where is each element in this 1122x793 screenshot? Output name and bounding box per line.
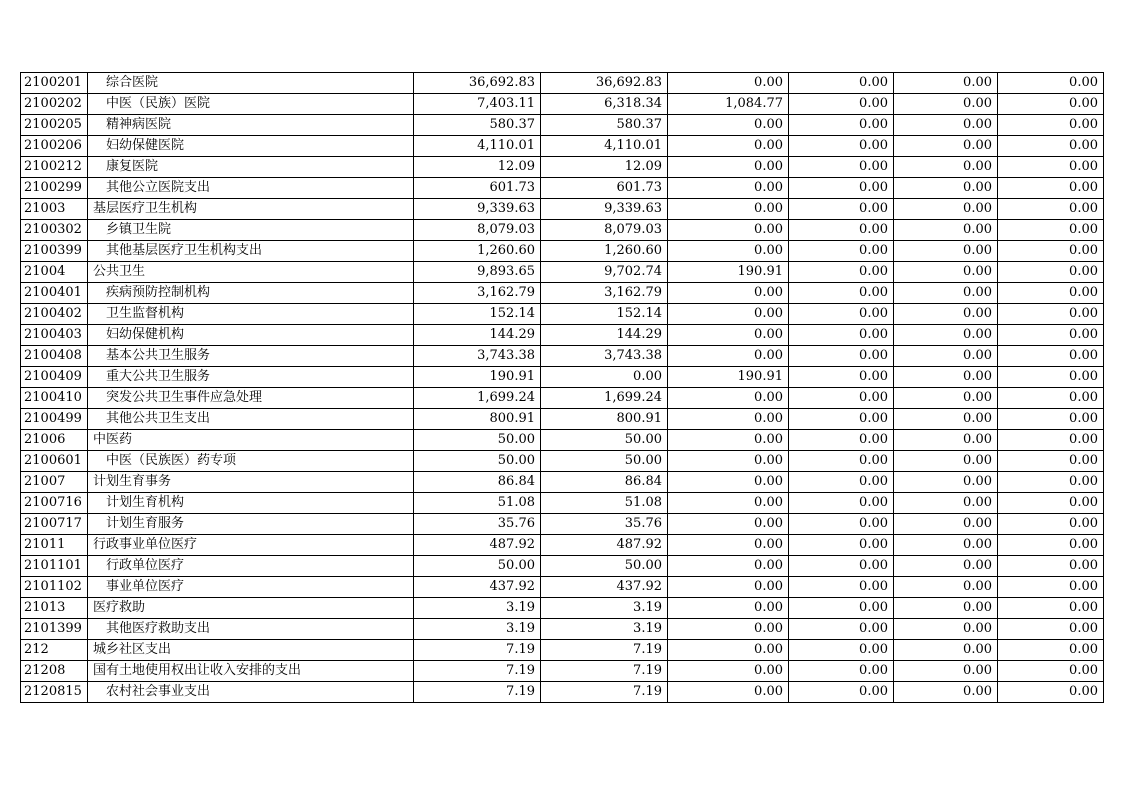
amount-cell: 0.00 (894, 94, 998, 115)
amount-cell: 0.00 (998, 514, 1104, 535)
amount-cell: 0.00 (894, 430, 998, 451)
amount-cell: 0.00 (789, 283, 894, 304)
amount-cell: 0.00 (998, 430, 1104, 451)
table-row (21, 367, 1104, 388)
amount-cell: 0.00 (789, 157, 894, 178)
amount-cell: 0.00 (894, 661, 998, 682)
amount-cell: 0.00 (789, 262, 894, 283)
amount-cell: 0.00 (668, 115, 789, 136)
amount-cell: 0.00 (789, 451, 894, 472)
amount-cell: 0.00 (789, 556, 894, 577)
amount-cell: 0.00 (668, 430, 789, 451)
amount-cell: 0.00 (668, 577, 789, 598)
subject-code-cell: 21007 (21, 472, 88, 493)
subject-code-cell: 2100409 (21, 367, 88, 388)
amount-cell: 0.00 (998, 682, 1104, 703)
subject-name-cell: 计划生育事务 (88, 472, 414, 493)
amount-cell: 86.84 (414, 472, 541, 493)
amount-cell: 0.00 (998, 220, 1104, 241)
amount-cell: 9,339.63 (541, 199, 668, 220)
table-row (21, 388, 1104, 409)
subject-name-cell: 基层医疗卫生机构 (88, 199, 414, 220)
amount-cell: 0.00 (998, 241, 1104, 262)
table-row (21, 409, 1104, 430)
table-row (21, 115, 1104, 136)
amount-cell: 0.00 (789, 682, 894, 703)
amount-cell: 0.00 (789, 619, 894, 640)
amount-cell: 1,260.60 (541, 241, 668, 262)
amount-cell: 0.00 (998, 598, 1104, 619)
amount-cell: 0.00 (668, 619, 789, 640)
subject-name-cell: 计划生育机构 (88, 493, 414, 514)
amount-cell: 0.00 (789, 535, 894, 556)
amount-cell: 35.76 (541, 514, 668, 535)
table-row (21, 640, 1104, 661)
subject-code-cell: 2101102 (21, 577, 88, 598)
amount-cell: 6,318.34 (541, 94, 668, 115)
amount-cell: 0.00 (894, 367, 998, 388)
amount-cell: 8,079.03 (541, 220, 668, 241)
amount-cell: 0.00 (998, 325, 1104, 346)
amount-cell: 0.00 (668, 220, 789, 241)
amount-cell: 50.00 (414, 451, 541, 472)
amount-cell: 0.00 (789, 178, 894, 199)
subject-name-cell: 突发公共卫生事件应急处理 (88, 388, 414, 409)
amount-cell: 487.92 (414, 535, 541, 556)
amount-cell: 7.19 (414, 661, 541, 682)
subject-code-cell: 2100299 (21, 178, 88, 199)
subject-code-cell: 2100205 (21, 115, 88, 136)
subject-code-cell: 21208 (21, 661, 88, 682)
amount-cell: 0.00 (894, 493, 998, 514)
amount-cell: 0.00 (894, 325, 998, 346)
amount-cell: 437.92 (414, 577, 541, 598)
amount-cell: 152.14 (414, 304, 541, 325)
amount-cell: 0.00 (668, 409, 789, 430)
subject-code-cell: 2101399 (21, 619, 88, 640)
amount-cell: 0.00 (998, 577, 1104, 598)
subject-name-cell: 其他公立医院支出 (88, 178, 414, 199)
subject-name-cell: 其他医疗救助支出 (88, 619, 414, 640)
amount-cell: 0.00 (894, 157, 998, 178)
amount-cell: 800.91 (541, 409, 668, 430)
amount-cell: 50.00 (541, 556, 668, 577)
subject-code-cell: 2100402 (21, 304, 88, 325)
subject-code-cell: 2101101 (21, 556, 88, 577)
amount-cell: 0.00 (894, 346, 998, 367)
amount-cell: 0.00 (668, 556, 789, 577)
subject-code-cell: 2100716 (21, 493, 88, 514)
amount-cell: 4,110.01 (414, 136, 541, 157)
amount-cell: 0.00 (894, 682, 998, 703)
amount-cell: 3.19 (414, 619, 541, 640)
amount-cell: 0.00 (789, 346, 894, 367)
amount-cell: 0.00 (894, 304, 998, 325)
amount-cell: 0.00 (789, 304, 894, 325)
subject-name-cell: 综合医院 (88, 73, 414, 94)
amount-cell: 0.00 (668, 73, 789, 94)
amount-cell: 0.00 (789, 640, 894, 661)
subject-code-cell: 2100403 (21, 325, 88, 346)
amount-cell: 0.00 (789, 115, 894, 136)
amount-cell: 0.00 (668, 346, 789, 367)
table-row (21, 493, 1104, 514)
amount-cell: 0.00 (998, 157, 1104, 178)
amount-cell: 144.29 (541, 325, 668, 346)
amount-cell: 3,743.38 (414, 346, 541, 367)
subject-name-cell: 疾病预防控制机构 (88, 283, 414, 304)
table-row (21, 682, 1104, 703)
amount-cell: 0.00 (998, 619, 1104, 640)
subject-name-cell: 卫生监督机构 (88, 304, 414, 325)
subject-name-cell: 中医（民族医）药专项 (88, 451, 414, 472)
amount-cell: 0.00 (998, 472, 1104, 493)
amount-cell: 50.00 (541, 430, 668, 451)
subject-name-cell: 医疗救助 (88, 598, 414, 619)
amount-cell: 0.00 (789, 409, 894, 430)
amount-cell: 0.00 (789, 598, 894, 619)
subject-code-cell: 2100212 (21, 157, 88, 178)
amount-cell: 9,339.63 (414, 199, 541, 220)
amount-cell: 51.08 (541, 493, 668, 514)
amount-cell: 1,084.77 (668, 94, 789, 115)
amount-cell: 0.00 (894, 136, 998, 157)
amount-cell: 0.00 (894, 178, 998, 199)
subject-code-cell: 2100601 (21, 451, 88, 472)
amount-cell: 0.00 (668, 451, 789, 472)
table-row (21, 262, 1104, 283)
amount-cell: 0.00 (789, 73, 894, 94)
amount-cell: 0.00 (998, 73, 1104, 94)
subject-code-cell: 21006 (21, 430, 88, 451)
table-row (21, 94, 1104, 115)
subject-name-cell: 国有土地使用权出让收入安排的支出 (88, 661, 414, 682)
amount-cell: 0.00 (998, 535, 1104, 556)
amount-cell: 0.00 (894, 640, 998, 661)
subject-code-cell: 2100499 (21, 409, 88, 430)
amount-cell: 9,893.65 (414, 262, 541, 283)
subject-name-cell: 其他公共卫生支出 (88, 409, 414, 430)
amount-cell: 0.00 (789, 388, 894, 409)
amount-cell: 0.00 (789, 493, 894, 514)
amount-cell: 190.91 (414, 367, 541, 388)
amount-cell: 0.00 (998, 199, 1104, 220)
amount-cell: 0.00 (894, 451, 998, 472)
table-row (21, 178, 1104, 199)
amount-cell: 0.00 (998, 283, 1104, 304)
subject-code-cell: 2100401 (21, 283, 88, 304)
amount-cell: 0.00 (894, 598, 998, 619)
amount-cell: 0.00 (668, 199, 789, 220)
amount-cell: 1,699.24 (414, 388, 541, 409)
subject-name-cell: 重大公共卫生服务 (88, 367, 414, 388)
table-row (21, 73, 1104, 94)
subject-code-cell: 21011 (21, 535, 88, 556)
amount-cell: 1,260.60 (414, 241, 541, 262)
subject-name-cell: 基本公共卫生服务 (88, 346, 414, 367)
amount-cell: 580.37 (541, 115, 668, 136)
table-row (21, 157, 1104, 178)
subject-code-cell: 21004 (21, 262, 88, 283)
table-row (21, 556, 1104, 577)
amount-cell: 0.00 (894, 199, 998, 220)
subject-code-cell: 2100206 (21, 136, 88, 157)
table-row (21, 451, 1104, 472)
amount-cell: 3,162.79 (541, 283, 668, 304)
subject-name-cell: 康复医院 (88, 157, 414, 178)
amount-cell: 0.00 (894, 577, 998, 598)
amount-cell: 580.37 (414, 115, 541, 136)
amount-cell: 0.00 (894, 73, 998, 94)
amount-cell: 0.00 (789, 220, 894, 241)
amount-cell: 3.19 (541, 619, 668, 640)
subject-code-cell: 2100202 (21, 94, 88, 115)
amount-cell: 0.00 (998, 451, 1104, 472)
budget-table-body (21, 73, 1104, 703)
amount-cell: 0.00 (998, 409, 1104, 430)
amount-cell: 0.00 (668, 640, 789, 661)
amount-cell: 0.00 (668, 493, 789, 514)
amount-cell: 3.19 (541, 598, 668, 619)
subject-code-cell: 2100201 (21, 73, 88, 94)
amount-cell: 0.00 (998, 304, 1104, 325)
amount-cell: 0.00 (789, 199, 894, 220)
subject-name-cell: 行政事业单位医疗 (88, 535, 414, 556)
amount-cell: 9,702.74 (541, 262, 668, 283)
amount-cell: 0.00 (789, 94, 894, 115)
amount-cell: 0.00 (998, 94, 1104, 115)
amount-cell: 0.00 (668, 304, 789, 325)
amount-cell: 0.00 (668, 682, 789, 703)
amount-cell: 3.19 (414, 598, 541, 619)
subject-name-cell: 行政单位医疗 (88, 556, 414, 577)
amount-cell: 0.00 (998, 115, 1104, 136)
amount-cell: 50.00 (414, 430, 541, 451)
amount-cell: 0.00 (894, 115, 998, 136)
amount-cell: 0.00 (998, 493, 1104, 514)
amount-cell: 0.00 (998, 661, 1104, 682)
amount-cell: 0.00 (789, 661, 894, 682)
amount-cell: 190.91 (668, 367, 789, 388)
subject-code-cell: 2100408 (21, 346, 88, 367)
table-row (21, 241, 1104, 262)
table-row (21, 661, 1104, 682)
amount-cell: 487.92 (541, 535, 668, 556)
amount-cell: 0.00 (668, 661, 789, 682)
table-row (21, 598, 1104, 619)
subject-name-cell: 妇幼保健机构 (88, 325, 414, 346)
amount-cell: 0.00 (998, 136, 1104, 157)
amount-cell: 0.00 (541, 367, 668, 388)
subject-name-cell: 其他基层医疗卫生机构支出 (88, 241, 414, 262)
subject-code-cell: 212 (21, 640, 88, 661)
subject-name-cell: 城乡社区支出 (88, 640, 414, 661)
table-row (21, 346, 1104, 367)
amount-cell: 0.00 (894, 535, 998, 556)
amount-cell: 3,162.79 (414, 283, 541, 304)
subject-code-cell: 2100399 (21, 241, 88, 262)
table-row (21, 325, 1104, 346)
amount-cell: 12.09 (414, 157, 541, 178)
amount-cell: 12.09 (541, 157, 668, 178)
amount-cell: 0.00 (668, 283, 789, 304)
amount-cell: 51.08 (414, 493, 541, 514)
amount-cell: 0.00 (894, 409, 998, 430)
amount-cell: 50.00 (541, 451, 668, 472)
amount-cell: 50.00 (414, 556, 541, 577)
amount-cell: 7.19 (541, 682, 668, 703)
subject-name-cell: 中医药 (88, 430, 414, 451)
amount-cell: 0.00 (894, 283, 998, 304)
amount-cell: 144.29 (414, 325, 541, 346)
amount-cell: 601.73 (541, 178, 668, 199)
amount-cell: 0.00 (668, 598, 789, 619)
amount-cell: 0.00 (998, 388, 1104, 409)
subject-name-cell: 事业单位医疗 (88, 577, 414, 598)
amount-cell: 0.00 (789, 430, 894, 451)
amount-cell: 0.00 (894, 262, 998, 283)
amount-cell: 3,743.38 (541, 346, 668, 367)
amount-cell: 1,699.24 (541, 388, 668, 409)
subject-code-cell: 2100410 (21, 388, 88, 409)
amount-cell: 0.00 (789, 325, 894, 346)
amount-cell: 0.00 (789, 514, 894, 535)
subject-name-cell: 精神病医院 (88, 115, 414, 136)
subject-code-cell: 21013 (21, 598, 88, 619)
amount-cell: 437.92 (541, 577, 668, 598)
amount-cell: 7.19 (414, 640, 541, 661)
amount-cell: 0.00 (789, 136, 894, 157)
amount-cell: 0.00 (998, 367, 1104, 388)
budget-table (20, 72, 1104, 703)
amount-cell: 0.00 (894, 241, 998, 262)
amount-cell: 0.00 (998, 640, 1104, 661)
subject-code-cell: 2120815 (21, 682, 88, 703)
amount-cell: 0.00 (894, 556, 998, 577)
amount-cell: 0.00 (894, 472, 998, 493)
amount-cell: 4,110.01 (541, 136, 668, 157)
table-row (21, 430, 1104, 451)
amount-cell: 152.14 (541, 304, 668, 325)
amount-cell: 0.00 (998, 346, 1104, 367)
amount-cell: 0.00 (894, 388, 998, 409)
subject-name-cell: 中医（民族）医院 (88, 94, 414, 115)
amount-cell: 0.00 (668, 388, 789, 409)
subject-name-cell: 计划生育服务 (88, 514, 414, 535)
table-row (21, 472, 1104, 493)
table-row (21, 304, 1104, 325)
amount-cell: 0.00 (668, 157, 789, 178)
amount-cell: 0.00 (789, 577, 894, 598)
table-row (21, 283, 1104, 304)
amount-cell: 86.84 (541, 472, 668, 493)
amount-cell: 0.00 (668, 241, 789, 262)
table-row (21, 577, 1104, 598)
amount-cell: 0.00 (668, 535, 789, 556)
amount-cell: 7.19 (414, 682, 541, 703)
amount-cell: 0.00 (894, 220, 998, 241)
amount-cell: 190.91 (668, 262, 789, 283)
amount-cell: 0.00 (668, 325, 789, 346)
amount-cell: 0.00 (894, 619, 998, 640)
table-row (21, 514, 1104, 535)
amount-cell: 7.19 (541, 661, 668, 682)
table-row (21, 199, 1104, 220)
amount-cell: 36,692.83 (541, 73, 668, 94)
subject-name-cell: 乡镇卫生院 (88, 220, 414, 241)
amount-cell: 8,079.03 (414, 220, 541, 241)
amount-cell: 35.76 (414, 514, 541, 535)
amount-cell: 0.00 (668, 136, 789, 157)
table-row (21, 220, 1104, 241)
subject-code-cell: 21003 (21, 199, 88, 220)
amount-cell: 36,692.83 (414, 73, 541, 94)
amount-cell: 0.00 (789, 367, 894, 388)
amount-cell: 7,403.11 (414, 94, 541, 115)
amount-cell: 0.00 (998, 178, 1104, 199)
amount-cell: 0.00 (998, 556, 1104, 577)
amount-cell: 0.00 (668, 514, 789, 535)
subject-name-cell: 妇幼保健医院 (88, 136, 414, 157)
amount-cell: 800.91 (414, 409, 541, 430)
amount-cell: 0.00 (894, 514, 998, 535)
subject-name-cell: 公共卫生 (88, 262, 414, 283)
amount-cell: 7.19 (541, 640, 668, 661)
amount-cell: 601.73 (414, 178, 541, 199)
subject-code-cell: 2100302 (21, 220, 88, 241)
amount-cell: 0.00 (789, 472, 894, 493)
table-row (21, 619, 1104, 640)
amount-cell: 0.00 (789, 241, 894, 262)
table-row (21, 136, 1104, 157)
amount-cell: 0.00 (668, 472, 789, 493)
amount-cell: 0.00 (668, 178, 789, 199)
table-row (21, 535, 1104, 556)
amount-cell: 0.00 (998, 262, 1104, 283)
subject-name-cell: 农村社会事业支出 (88, 682, 414, 703)
subject-code-cell: 2100717 (21, 514, 88, 535)
